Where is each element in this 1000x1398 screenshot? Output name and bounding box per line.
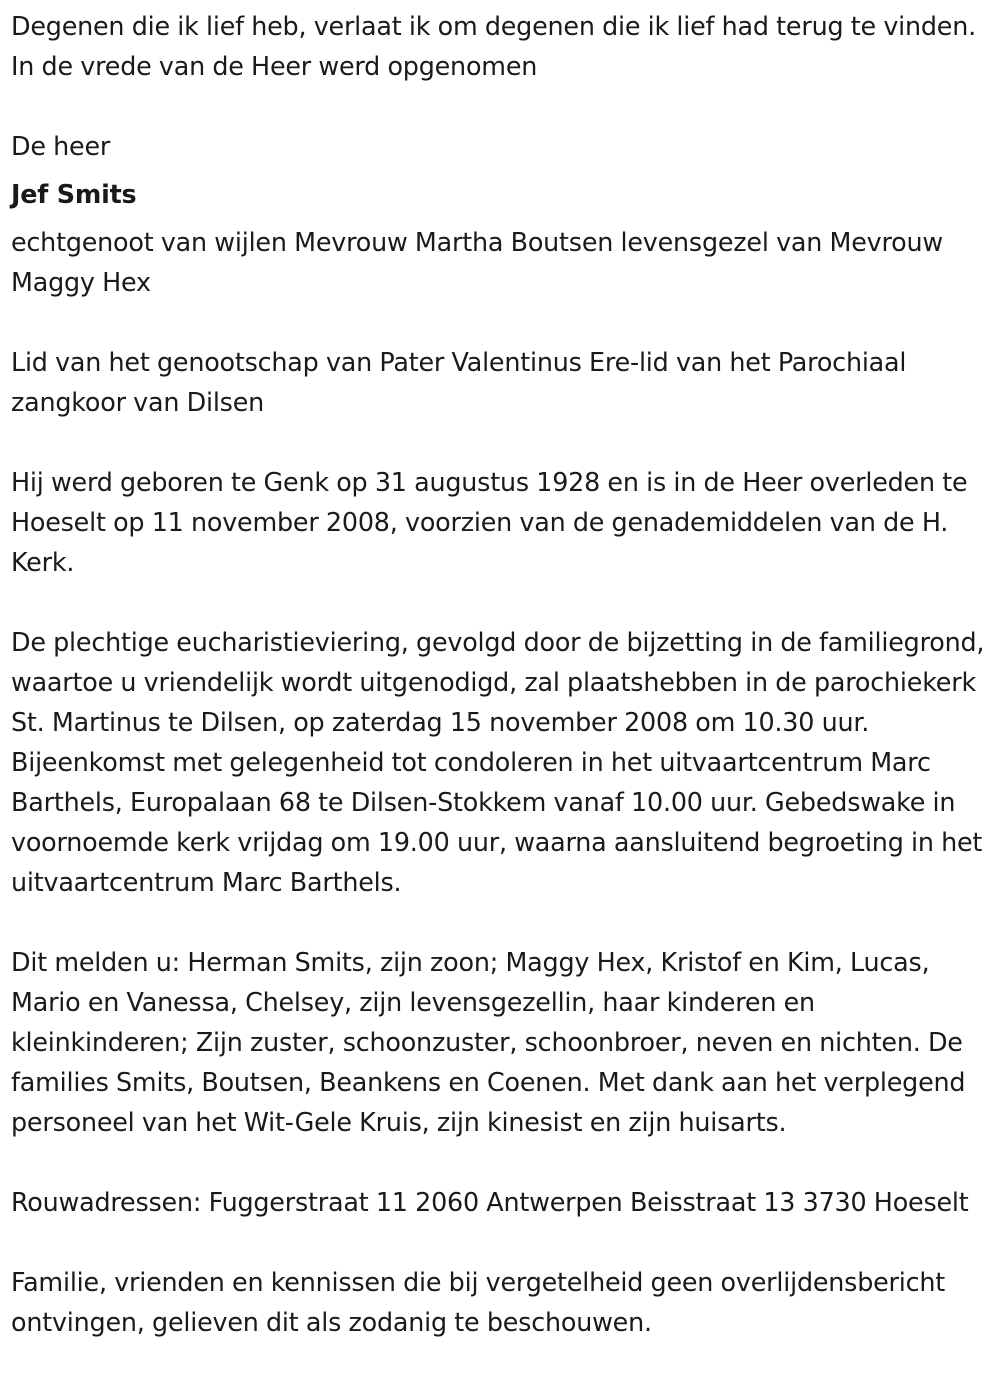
ceremony-paragraph: De plechtige eucharistieviering, gevolgd door de bijzetting in de familiegrond, waartoe u vriendelijk wordt uitgenodigd, zal plaatshebben in de parochiekerk St. Martinus te Dilsen, op zaterdag 15 november 2008 om 10.30 uur. Bijeenkomst met gelegenheid tot condoleren in het uitvaartcentrum Marc Barthels, Europalaan 68 te Dilsen-Stokkem vanaf 10.00 uur. Gebedswake in voornoemde kerk vrijdag om 19.00 uur, waarna aansluitend begroeting in het uitvaartcentrum Marc Barthels. xyxy=(11,627,985,897)
membership-paragraph: Lid van het genootschap van Pater Valentinus Ere-lid van het Parochiaal zangkoor van Dilsen xyxy=(11,347,907,417)
deceased-name: Jef Smits xyxy=(11,179,137,209)
addresses-paragraph: Rouwadressen: Fuggerstraat 11 2060 Antwerpen Beisstraat 13 3730 Hoeselt xyxy=(11,1187,969,1217)
announced-by-paragraph: Dit melden u: Herman Smits, zijn zoon; Maggy Hex, Kristof en Kim, Lucas, Mario en Vanessa, Chelsey, zijn levensgezellin, haar kinderen en kleinkinderen; Zijn zuster, schoonzuster, schoonbroer, neven en nichten. De families Smits, Boutsen, Beankens en Coenen. Met dank aan het verplegend personeel van het Wit-Gele Kruis, zijn kinesist en zijn huisarts. xyxy=(11,947,966,1137)
birth-death-paragraph: Hij werd geboren te Genk op 31 augustus 1928 en is in de Heer overleden te Hoeselt op 11 november 2008, voorzien van de genademiddelen van de H. Kerk. xyxy=(11,467,968,577)
motto-paragraph: Degenen die ik lief heb, verlaat ik om degenen die ik lief had terug te vinden. In de vrede van de Heer werd opgenomen xyxy=(11,11,976,81)
closing-paragraph: Familie, vrienden en kennissen die bij vergetelheid geen overlijdensbericht ontvingen, gelieven dit als zodanig te beschouwen. xyxy=(11,1267,946,1337)
relation-paragraph: echtgenoot van wijlen Mevrouw Martha Boutsen levensgezel van Mevrouw Maggy Hex xyxy=(11,227,943,297)
salutation: De heer xyxy=(11,131,111,161)
